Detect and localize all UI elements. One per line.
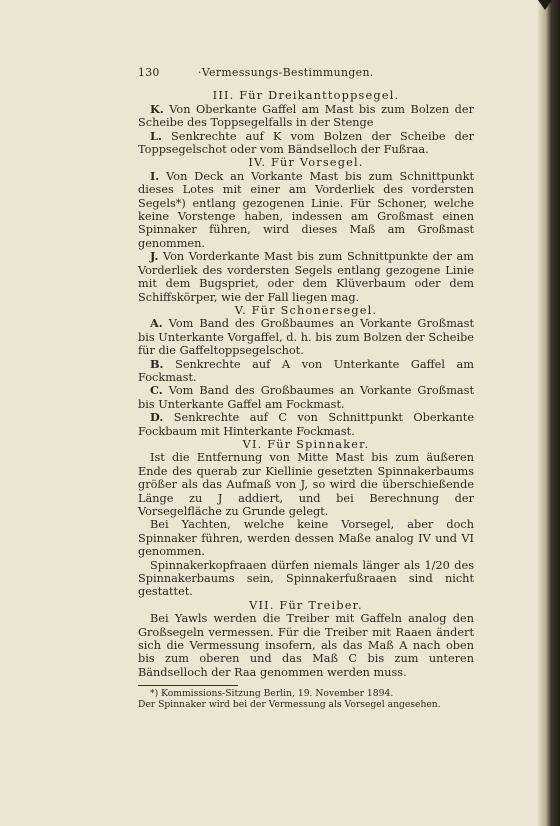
label-i: I. — [150, 168, 160, 183]
paragraph-b — [138, 358, 474, 385]
label-l: L. — [150, 128, 162, 143]
book-binding-edge — [538, 0, 560, 826]
label-c: C. — [150, 383, 163, 398]
paragraph-j-text: Von Vorderkante Mast bis zum Schnittpunkte der am Vorderliek des vordersten Segels entlang gezogene Linie mit dem Bugspriet, oder dem Klüverbaum oder dem Schiffskörper, wie der Fall liegen mag. — [138, 250, 474, 304]
paragraph-j — [138, 250, 474, 304]
paragraph-k — [138, 103, 474, 130]
running-title: ·Vermessungs-Bestimmungen. — [198, 66, 374, 79]
label-a: A. — [150, 316, 163, 331]
paragraph-k-text: Von Oberkante Gaffel am Mast bis zum Bolzen der Scheibe des Toppsegelfalls in der Stenge — [138, 102, 474, 130]
section-heading-vi: VI. Für Spinnaker. — [242, 437, 370, 451]
text-block — [138, 66, 474, 710]
paragraph-d-text: Senkrechte auf C von Schnittpunkt Oberkante Fockbaum mit Hinterkante Fockmast. — [138, 411, 474, 438]
paragraph-c — [138, 384, 474, 411]
paragraph-d — [138, 411, 474, 438]
footnote-divider — [138, 685, 238, 686]
section-heading-vii: VII. Für Treiber. — [249, 598, 363, 612]
section-heading-iii: III. Für Dreikanttoppsegel. — [212, 89, 400, 103]
paragraph-i-text: Von Deck an Vorkante Mast bis zum Schnittpunkt dieses Lotes mit einer am Vorderliek des vordersten Segels*) entlang gezogenen Linie. Für Schoner, welche keine Vorstenge haben, indessen am Großmast einen Spinnaker führen, wird dieses Maß am Großmast genommen. — [138, 169, 474, 250]
running-head — [138, 66, 474, 79]
footnote-1: *) Kommissions-Sitzung Berlin, 19. November 1894. — [150, 688, 394, 700]
page-number: 130 — [138, 66, 160, 79]
paragraph-l — [138, 130, 474, 157]
label-k: K. — [150, 101, 164, 116]
paragraph-treiber: Bei Yawls werden die Treiber mit Gaffeln analog den Großsegeln vermessen. Für die Treiber mit Raaen ändert sich die Vermessung insofern, als das Maß A nach oben bis zum oberen und das Maß C bis zum unteren Bändselloch der Raa genommen werden muss. — [138, 612, 474, 679]
label-j: J. — [150, 249, 159, 264]
label-b: B. — [150, 356, 164, 371]
paragraph-a — [138, 317, 474, 357]
section-heading-v: V. Für Schonersegel. — [234, 303, 378, 317]
paragraph-c-text: Vom Band des Großbaumes an Vorkante Großmast bis Unterkante Gaffel am Fockmast. — [138, 384, 474, 411]
section-heading-iv: IV. Für Vorsegel. — [248, 156, 364, 170]
paragraph-spinnaker-2: Bei Yachten, welche keine Vorsegel, aber doch Spinnaker führen, werden dessen Maße analog IV und VI genommen. — [138, 518, 474, 559]
page-corner-mark — [538, 0, 552, 10]
paragraph-spinnaker-3: Spinnakerkopfraaen dürfen niemals länger als 1/20 des Spinnakerbaums sein, Spinnakerfußraaen sind nicht gestattet. — [138, 558, 474, 599]
label-d: D. — [150, 410, 164, 425]
footnote-2: Der Spinnaker wird bei der Vermessung als Vorsegel angesehen. — [138, 698, 441, 710]
paragraph-b-text: Senkrechte auf A von Unterkante Gaffel am Fockmast. — [138, 357, 474, 384]
paragraph-i — [138, 170, 474, 250]
paragraph-l-text: Senkrechte auf K vom Bolzen der Scheibe der Toppsegelschot oder vom Bändselloch der Fußraa. — [138, 129, 474, 157]
paragraph-a-text: Vom Band des Großbaumes an Vorkante Großmast bis Unterkante Vorgaffel, d. h. bis zum Bolzen der Scheibe für die Gaffeltoppsegelschot. — [138, 317, 474, 358]
paragraph-spinnaker-1: Ist die Entfernung von Mitte Mast bis zum äußeren Ende des querab zur Kiellinie gesetzten Spinnakerbaums größer als das Aufmaß von J, so wird die überschießende Länge zu J addiert, und bei Berechnung der Vorsegelfläche zu Grunde gelegt. — [138, 451, 474, 518]
